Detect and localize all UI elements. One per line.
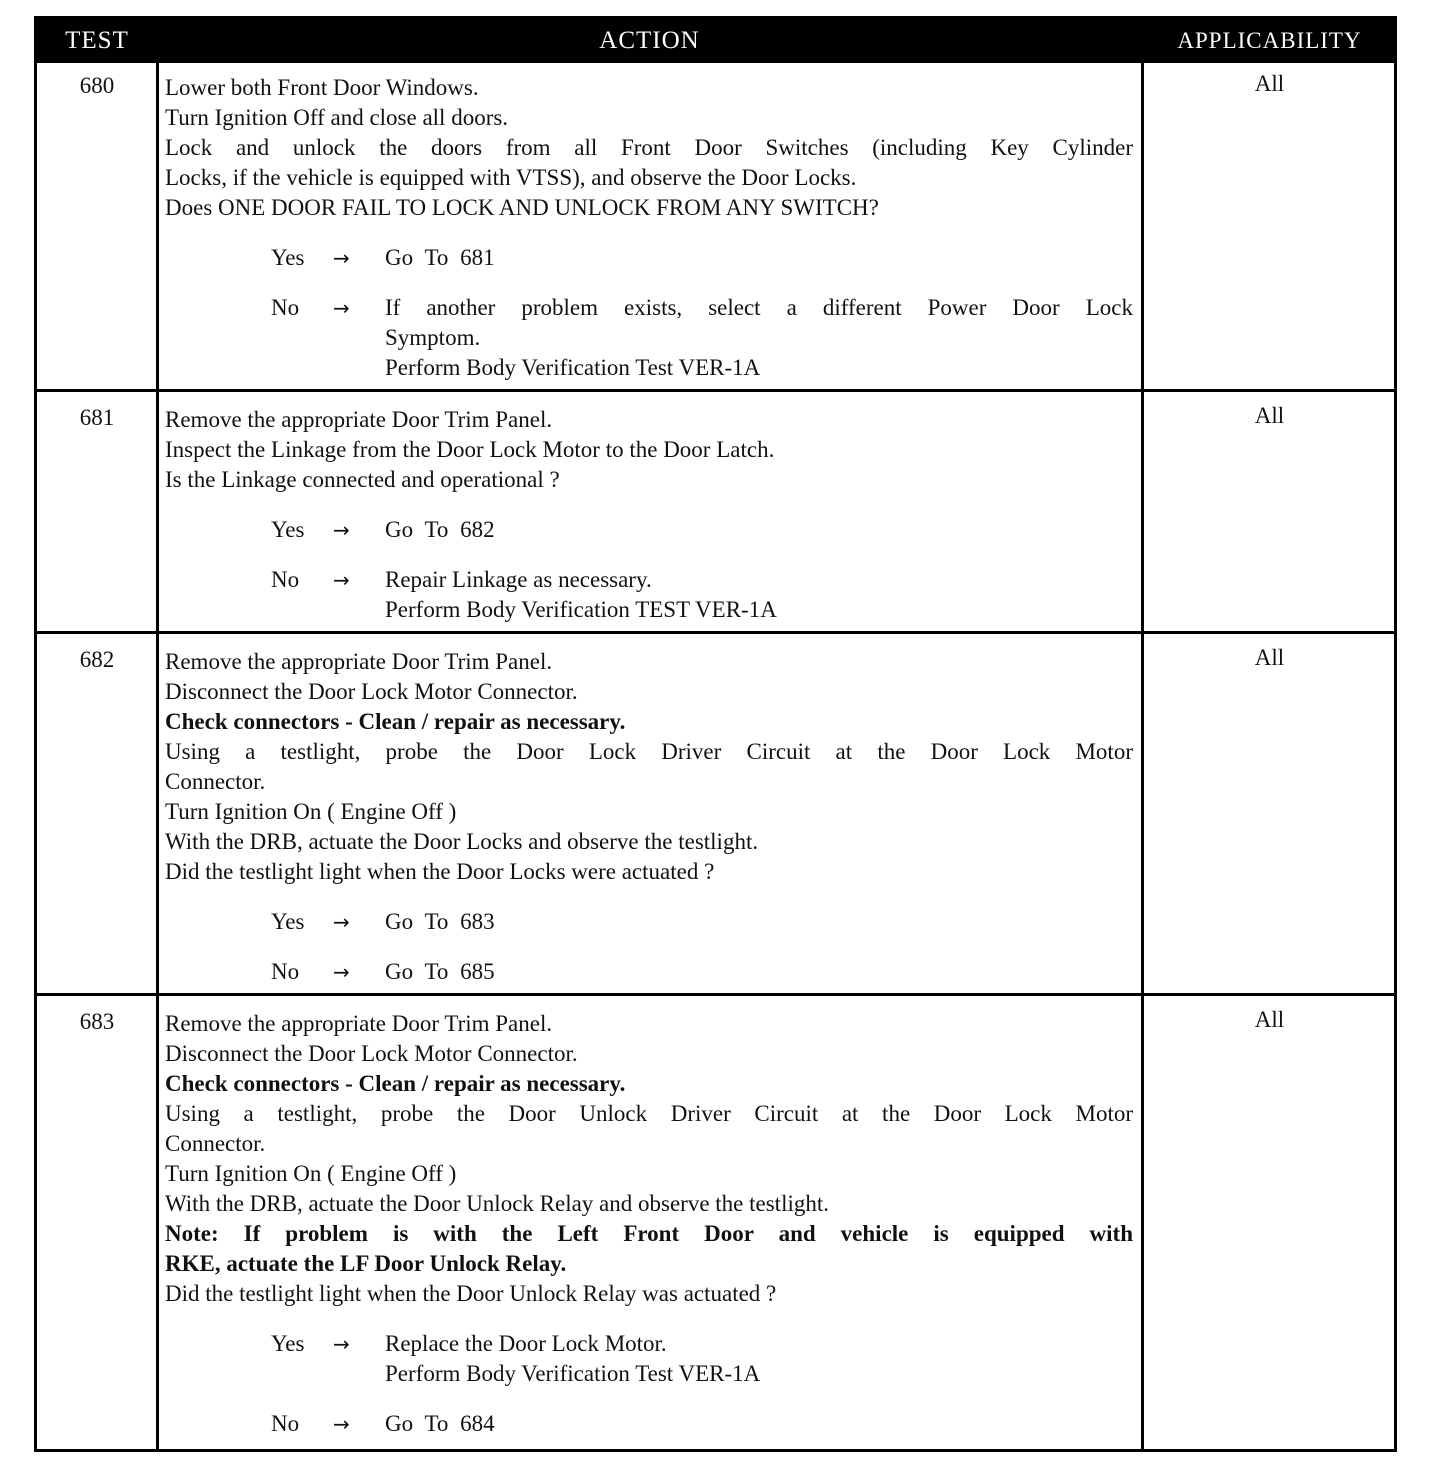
no-result: Repair Linkage as necessary. Perform Body Verification TEST VER-1A	[385, 567, 777, 622]
action-line-bold: Check connectors - Clean / repair as necessary.	[165, 709, 626, 734]
action-text	[165, 405, 1133, 625]
no-label: No	[271, 1411, 300, 1436]
no-label: No	[271, 295, 300, 320]
arrow-right-icon: →	[333, 296, 350, 320]
action-text	[165, 647, 1133, 987]
action-line-bold: Note: If problem is with the Left Front Door and vehicle is equipped with	[165, 1221, 1133, 1246]
action-line: Lower both Front Door Windows.	[165, 75, 479, 100]
yes-label: Yes	[271, 517, 305, 542]
action-line: Locks, if the vehicle is equipped with VTSS), and observe the Door Locks.	[165, 165, 857, 190]
arrow-right-icon: →	[333, 1332, 350, 1356]
no-result: Go To 684	[385, 1411, 495, 1436]
action-line: Turn Ignition On ( Engine Off )	[165, 1161, 457, 1186]
action-line: Remove the appropriate Door Trim Panel.	[165, 649, 553, 674]
table-row	[37, 999, 1394, 1449]
action-line: Lock and unlock the doors from all Front Door Switches (including Key Cylinder	[165, 135, 1133, 160]
action-line: Is the Linkage connected and operational ?	[165, 467, 560, 492]
test-number: 680	[79, 73, 115, 98]
arrow-right-icon: →	[333, 910, 350, 934]
arrow-right-icon: →	[333, 246, 350, 270]
yes-branch	[165, 1329, 1133, 1389]
arrow-right-icon: →	[333, 518, 350, 542]
action-line: Using a testlight, probe the Door Unlock Driver Circuit at the Door Lock Motor	[165, 1101, 1133, 1126]
table-row	[37, 395, 1394, 633]
action-line: Inspect the Linkage from the Door Lock Motor to the Door Latch.	[165, 437, 775, 462]
table-header	[37, 19, 1394, 63]
row-divider	[37, 389, 1394, 392]
applicability-value: All	[1254, 645, 1285, 670]
yes-result: Go To 683	[385, 909, 495, 934]
yes-branch	[165, 515, 1133, 545]
action-line-bold: Check connectors - Clean / repair as necessary.	[165, 1071, 626, 1096]
table-row	[37, 637, 1394, 993]
applicability-value: All	[1254, 403, 1285, 428]
row-divider	[37, 993, 1394, 996]
header-test: TEST	[65, 27, 129, 54]
no-label: No	[271, 567, 300, 592]
action-line: Turn Ignition On ( Engine Off )	[165, 799, 457, 824]
arrow-right-icon: →	[333, 960, 350, 984]
no-branch	[165, 565, 1133, 625]
action-line: Remove the appropriate Door Trim Panel.	[165, 407, 553, 432]
header-action: ACTION	[599, 27, 700, 54]
action-line: Remove the appropriate Door Trim Panel.	[165, 1011, 553, 1036]
header-applicability: APPLICABILITY	[1177, 28, 1362, 53]
action-line: Did the testlight light when the Door Unlock Relay was actuated ?	[165, 1281, 777, 1306]
diagnostic-table	[34, 16, 1397, 1452]
no-result: Go To 685	[385, 959, 495, 984]
row-divider	[37, 631, 1394, 634]
no-branch	[165, 1409, 1133, 1439]
action-text	[165, 1009, 1133, 1439]
yes-result: Go To 682	[385, 517, 495, 542]
yes-result: Go To 681	[385, 245, 495, 270]
arrow-right-icon: →	[333, 568, 350, 592]
no-branch	[165, 957, 1133, 987]
table-row	[37, 63, 1394, 392]
no-label: No	[271, 959, 300, 984]
action-line: Connector.	[165, 1131, 266, 1156]
test-number: 681	[79, 405, 115, 430]
applicability-value: All	[1254, 71, 1285, 96]
yes-label: Yes	[271, 1331, 305, 1356]
no-result: If another problem exists, select a different Power Door Lock Symptom. Perform Body Verification Test VER-1A	[385, 295, 1133, 380]
action-text	[165, 73, 1133, 383]
action-line: Disconnect the Door Lock Motor Connector.	[165, 679, 578, 704]
action-line-bold: RKE, actuate the LF Door Unlock Relay.	[165, 1251, 567, 1276]
action-line: Disconnect the Door Lock Motor Connector.	[165, 1041, 578, 1066]
action-line: Using a testlight, probe the Door Lock Driver Circuit at the Door Lock Motor	[165, 739, 1133, 764]
test-number: 683	[79, 1009, 115, 1034]
no-branch	[165, 293, 1133, 383]
yes-branch	[165, 907, 1133, 937]
action-line: With the DRB, actuate the Door Unlock Relay and observe the testlight.	[165, 1191, 829, 1216]
yes-result: Replace the Door Lock Motor. Perform Body Verification Test VER-1A	[385, 1331, 761, 1386]
applicability-value: All	[1254, 1007, 1285, 1032]
action-line: With the DRB, actuate the Door Locks and observe the testlight.	[165, 829, 759, 854]
action-line: Did the testlight light when the Door Locks were actuated ?	[165, 859, 715, 884]
action-line: Does ONE DOOR FAIL TO LOCK AND UNLOCK FROM ANY SWITCH?	[165, 195, 879, 220]
action-line: Turn Ignition Off and close all doors.	[165, 105, 509, 130]
test-number: 682	[79, 647, 115, 672]
arrow-right-icon: →	[333, 1412, 350, 1436]
yes-label: Yes	[271, 909, 305, 934]
yes-branch	[165, 243, 1133, 273]
action-line: Connector.	[165, 769, 266, 794]
yes-label: Yes	[271, 245, 305, 270]
